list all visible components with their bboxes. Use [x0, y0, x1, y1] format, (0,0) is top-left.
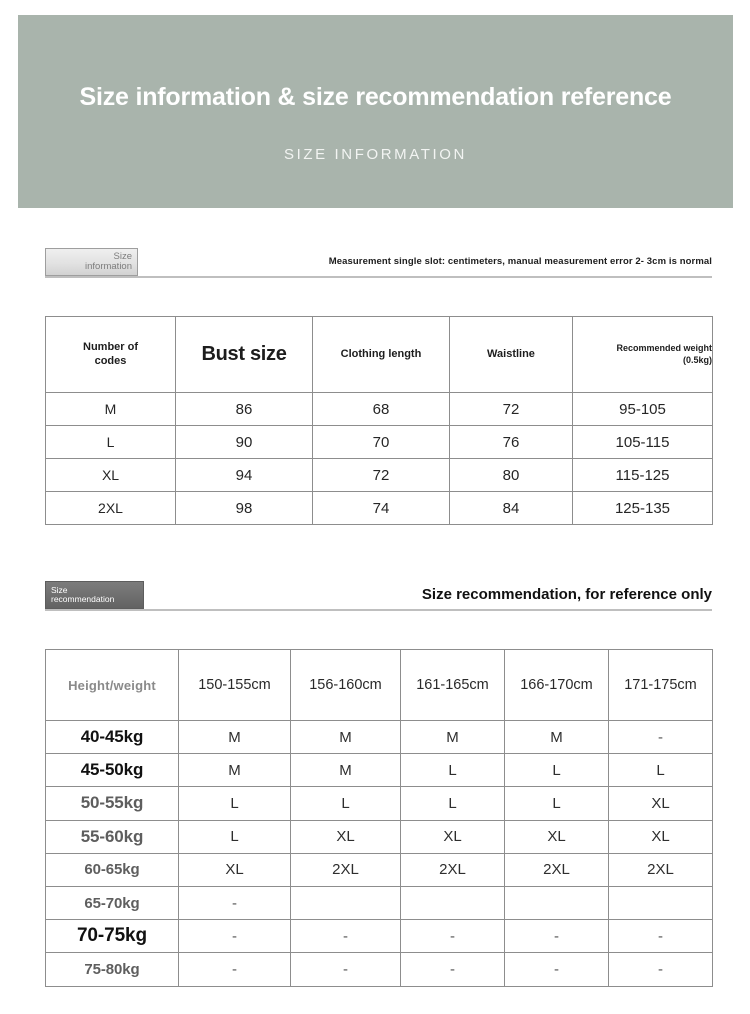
cell-bust: 86 [176, 393, 313, 426]
cell-weight: 105-115 [573, 426, 713, 459]
cell-code: 2XL [46, 492, 176, 525]
cell-recommendation: M [291, 721, 401, 754]
recommendation-table [45, 649, 713, 987]
table-row [46, 459, 713, 492]
section-divider [45, 276, 712, 278]
column-header-length: Clothing length [313, 317, 450, 393]
cell-length: 74 [313, 492, 450, 525]
measurement-table [45, 316, 713, 525]
page-banner [18, 15, 733, 208]
cell-weight: 95-105 [573, 393, 713, 426]
tag-line-2: recommendation [51, 594, 115, 604]
cell-recommendation: M [291, 754, 401, 787]
table-row [46, 787, 713, 820]
row-label-weight: 50-55kg [46, 787, 179, 820]
cell-recommendation: M [179, 754, 291, 787]
cell-code: M [46, 393, 176, 426]
cell-waist: 72 [450, 393, 573, 426]
cell-recommendation [609, 886, 713, 919]
weight-header-line-2: (0.5kg) [682, 354, 712, 365]
cell-recommendation: - [401, 920, 505, 953]
tag-line-1: Size [51, 584, 68, 595]
row-label-weight: 75-80kg [46, 953, 179, 986]
cell-recommendation: L [179, 820, 291, 853]
cell-recommendation: - [609, 920, 713, 953]
cell-length: 72 [313, 459, 450, 492]
cell-waist: 84 [450, 492, 573, 525]
row-label-weight: 40-45kg [46, 721, 179, 754]
cell-recommendation: L [609, 754, 713, 787]
cell-recommendation: M [401, 721, 505, 754]
cell-recommendation: L [505, 754, 609, 787]
measurement-note: Measurement single slot: centimeters, manual measurement error 2- 3cm is normal [328, 255, 712, 267]
column-header-bust: Bust size [176, 317, 313, 393]
column-header-waistline: Waistline [450, 317, 573, 393]
weight-header-line-1: Recommended weight [616, 342, 712, 353]
cell-recommendation: XL [179, 853, 291, 886]
cell-weight: 115-125 [573, 459, 713, 492]
cell-recommendation: - [291, 920, 401, 953]
cell-length: 68 [313, 393, 450, 426]
cell-code: L [46, 426, 176, 459]
cell-bust: 94 [176, 459, 313, 492]
cell-recommendation: XL [505, 820, 609, 853]
page-title: Size information & size recommendation reference [79, 83, 672, 111]
cell-recommendation: - [179, 953, 291, 986]
cell-recommendation: - [505, 920, 609, 953]
column-header-height-2: 156-160cm [291, 650, 401, 721]
code-header-line-1: Number of [83, 340, 138, 353]
tag-line-2: information [85, 261, 132, 272]
cell-recommendation: M [179, 721, 291, 754]
section-divider [45, 609, 712, 611]
table-row [46, 820, 713, 853]
table-row [46, 853, 713, 886]
row-label-weight: 65-70kg [46, 886, 179, 919]
cell-recommendation: 2XL [609, 853, 713, 886]
cell-bust: 90 [176, 426, 313, 459]
cell-recommendation: XL [401, 820, 505, 853]
cell-recommendation: 2XL [505, 853, 609, 886]
column-header-height-3: 161-165cm [401, 650, 505, 721]
row-label-weight: 60-65kg [46, 853, 179, 886]
code-header-line-2: codes [94, 354, 127, 367]
cell-length: 70 [313, 426, 450, 459]
table-row [46, 721, 713, 754]
cell-waist: 80 [450, 459, 573, 492]
cell-recommendation: - [179, 886, 291, 919]
cell-recommendation: - [505, 953, 609, 986]
cell-recommendation: L [291, 787, 401, 820]
table-row [46, 886, 713, 919]
cell-bust: 98 [176, 492, 313, 525]
recommendation-heading: Size recommendation, for reference only [421, 585, 712, 603]
table-row [46, 754, 713, 787]
size-recommendation-tag [45, 581, 144, 609]
table-header-row [46, 317, 713, 393]
column-header-height-1: 150-155cm [179, 650, 291, 721]
row-label-weight: 55-60kg [46, 820, 179, 853]
cell-recommendation: L [401, 787, 505, 820]
column-header-height-5: 171-175cm [609, 650, 713, 721]
cell-recommendation: XL [291, 820, 401, 853]
cell-recommendation: L [401, 754, 505, 787]
row-label-weight: 45-50kg [46, 754, 179, 787]
row-label-weight: 70-75kg [46, 920, 179, 953]
cell-recommendation: - [291, 953, 401, 986]
table-row [46, 953, 713, 986]
cell-recommendation [505, 886, 609, 919]
cell-recommendation: - [179, 920, 291, 953]
column-header-code [46, 317, 176, 393]
page-subtitle: SIZE INFORMATION [284, 146, 467, 163]
column-header-height-4: 166-170cm [505, 650, 609, 721]
cell-recommendation: 2XL [291, 853, 401, 886]
column-header-height-weight: Height/weight [46, 650, 179, 721]
recommendation-section-header [45, 581, 712, 611]
cell-recommendation: M [505, 721, 609, 754]
cell-weight: 125-135 [573, 492, 713, 525]
cell-recommendation: L [179, 787, 291, 820]
measurement-section-header [45, 248, 712, 278]
cell-recommendation: 2XL [401, 853, 505, 886]
table-header-row [46, 650, 713, 721]
table-row [46, 920, 713, 953]
tag-line-1: Size [113, 250, 132, 262]
cell-recommendation [401, 886, 505, 919]
cell-recommendation: - [401, 953, 505, 986]
table-row [46, 492, 713, 525]
table-row [46, 393, 713, 426]
cell-recommendation: L [505, 787, 609, 820]
cell-waist: 76 [450, 426, 573, 459]
size-information-tag [45, 248, 138, 276]
cell-code: XL [46, 459, 176, 492]
cell-recommendation [291, 886, 401, 919]
cell-recommendation: XL [609, 820, 713, 853]
cell-recommendation: - [609, 721, 713, 754]
cell-recommendation: XL [609, 787, 713, 820]
table-row [46, 426, 713, 459]
column-header-weight [573, 317, 713, 393]
cell-recommendation: - [609, 953, 713, 986]
